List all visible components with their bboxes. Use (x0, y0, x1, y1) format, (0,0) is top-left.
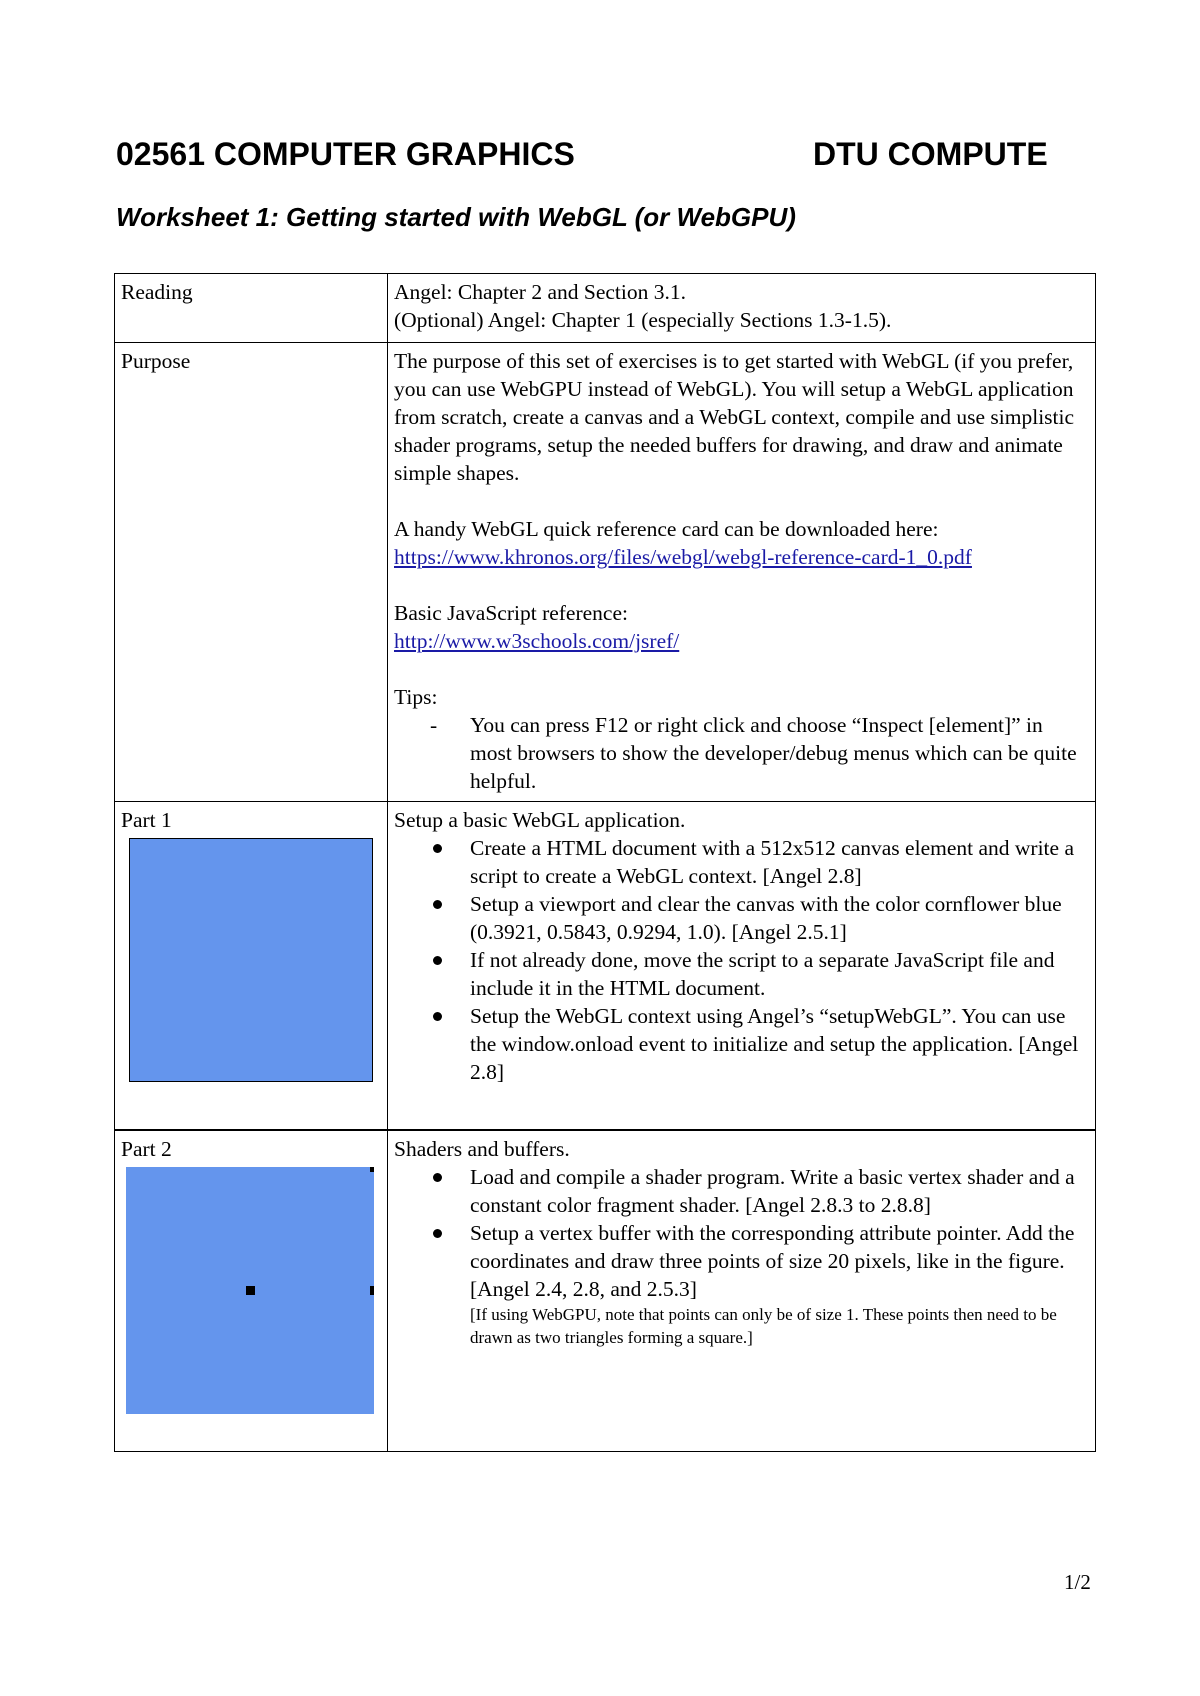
part2-label-cell (115, 1130, 388, 1452)
part1-label-cell (115, 802, 388, 1131)
tips-label: Tips: (394, 685, 438, 709)
reading-content-cell (388, 274, 1096, 343)
point-center (246, 1286, 255, 1295)
js-reference-text: Basic JavaScript reference: (394, 601, 628, 625)
list-item: Load and compile a shader program. Write a basic vertex shader and a constant color fragment shader. [Angel 2.8.3 to 2.8.8] (430, 1163, 1089, 1219)
worksheet-table (114, 273, 1096, 1452)
part2-item-2-text: Setup a vertex buffer with the corresponding attribute pointer. Add the coordinates and draw three points of size 20 pixels, like in the figure. [Angel 2.4, 2.8, and 2.5.3] (470, 1221, 1075, 1301)
part1-content-cell (388, 802, 1096, 1131)
reading-line-2: (Optional) Angel: Chapter 1 (especially Sections 1.3-1.5). (394, 308, 892, 332)
list-item: Create a HTML document with a 512x512 canvas element and write a script to create a WebGL context. [Angel 2.8] (430, 834, 1089, 890)
page-number: 1/2 (1064, 1570, 1091, 1594)
list-item: If not already done, move the script to a separate JavaScript file and include it in the HTML document. (430, 946, 1089, 1002)
part2-points-canvas-figure (126, 1167, 374, 1414)
course-title: 02561 COMPUTER GRAPHICS (116, 136, 575, 172)
reference-card-text: A handy WebGL quick reference card can be downloaded here: (394, 517, 939, 541)
tips-list (394, 711, 1089, 795)
part1-heading: Setup a basic WebGL application. (394, 808, 686, 832)
js-reference-link[interactable]: http://www.w3schools.com/jsref/ (394, 629, 680, 653)
table-row-part1 (115, 802, 1096, 1131)
table-row-purpose (115, 343, 1096, 802)
department-name: DTU COMPUTE (813, 136, 1048, 172)
webgpu-note: [If using WebGPU, note that points can only be of size 1. These points then need to be drawn as two triangles forming a square.] (470, 1305, 1057, 1347)
part1-cornflower-canvas-figure (129, 838, 373, 1082)
reading-label-cell (115, 274, 388, 343)
list-item: Setup a viewport and clear the canvas with the color cornflower blue (0.3921, 0.5843, 0.9294, 1.0). [Angel 2.5.1] (430, 890, 1089, 946)
list-item: Setup the WebGL context using Angel’s “setupWebGL”. You can use the window.onload event to initialize and setup the application. [Angel 2.8] (430, 1002, 1089, 1086)
part1-list (394, 834, 1089, 1086)
purpose-intro: The purpose of this set of exercises is to get started with WebGL (if you prefer, you can use WebGPU instead of WebGL). You will setup a WebGL application from scratch, create a canvas and a WebGL context, compile and use simplistic shader programs, setup the needed buffers for drawing, and draw and animate simple shapes. (394, 349, 1075, 485)
table-row-part2 (115, 1130, 1096, 1452)
reading-line-1: Angel: Chapter 2 and Section 3.1. (394, 280, 686, 304)
list-item: - You can press F12 or right click and choose “Inspect [element]” in most browsers to show the developer/debug menus which can be quite helpful. (430, 711, 1089, 795)
part2-heading: Shaders and buffers. (394, 1137, 570, 1161)
point-top-right (370, 1167, 374, 1172)
part2-list (394, 1163, 1089, 1349)
purpose-label-cell (115, 343, 388, 802)
reference-card-link[interactable]: https://www.khronos.org/files/webgl/webgl-reference-card-1_0.pdf (394, 545, 972, 569)
reading-label: Reading (121, 280, 193, 304)
purpose-label: Purpose (121, 349, 191, 373)
list-item (430, 1219, 1089, 1349)
part2-content-cell (388, 1130, 1096, 1452)
part1-label: Part 1 (121, 808, 172, 832)
table-row-reading (115, 274, 1096, 343)
point-right (370, 1286, 374, 1295)
purpose-content-cell (388, 343, 1096, 802)
worksheet-subtitle: Worksheet 1: Getting started with WebGL (or WebGPU) (116, 202, 796, 232)
part2-label: Part 2 (121, 1137, 172, 1161)
